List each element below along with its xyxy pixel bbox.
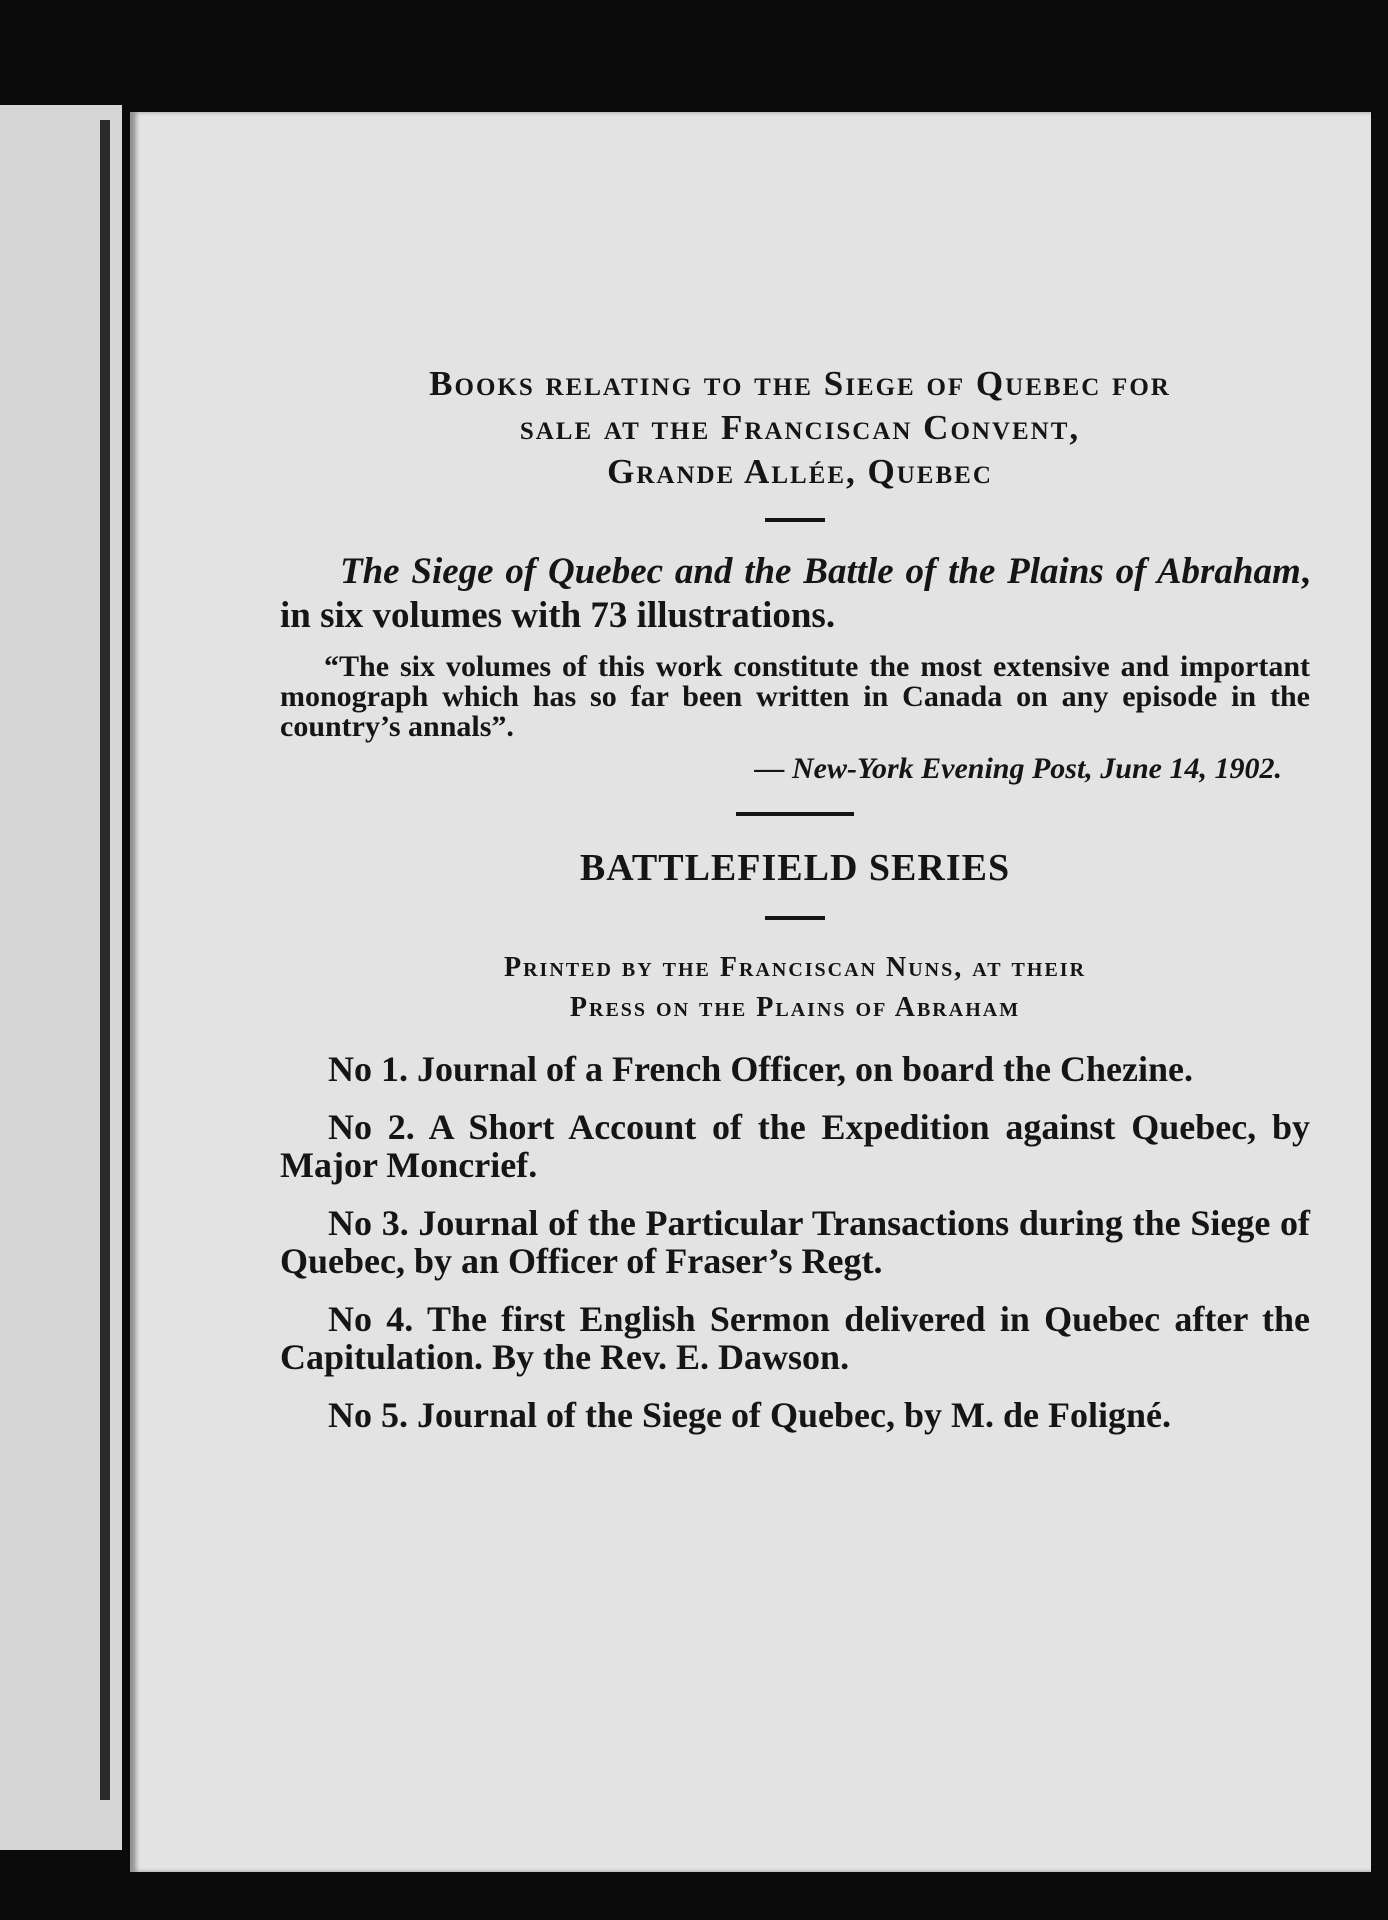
book-entry bbox=[280, 550, 1310, 638]
book-gutter bbox=[100, 120, 110, 1800]
review-quote: “The six volumes of this work constitute the most extensive and important monograph which has so far been written in Canada on any episode in the country’s annals”. bbox=[280, 650, 1310, 743]
page bbox=[130, 112, 1371, 1872]
printer-note-line-2: Press on the Plains of Abraham bbox=[569, 992, 1021, 1023]
divider-rule bbox=[765, 518, 825, 522]
series-item: No 2. A Short Account of the Expedition against Quebec, by Major Moncrief. bbox=[280, 1107, 1310, 1185]
series-item: No 1. Journal of a French Officer, on board the Chezine. bbox=[328, 1049, 1193, 1089]
page-heading bbox=[290, 362, 1310, 494]
divider-rule bbox=[765, 916, 825, 920]
heading-line-2: sale at the Franciscan Convent, bbox=[519, 408, 1081, 447]
series-item: No 5. Journal of the Siege of Quebec, by M. de Foligné. bbox=[328, 1395, 1171, 1435]
heading-line-3: Grande Allée, Quebec bbox=[607, 452, 993, 491]
series-title: BATTLEFIELD SERIES bbox=[579, 847, 1011, 889]
quote-attribution: — New-York Evening Post, June 14, 1902. bbox=[754, 752, 1282, 785]
book-description: , in six volumes with 73 illustrations. bbox=[280, 551, 1310, 636]
printer-note-line-1: Printed by the Franciscan Nuns, at their bbox=[503, 952, 1087, 983]
divider-rule bbox=[736, 812, 854, 816]
book-title: The Siege of Quebec and the Battle of the Plains of Abraham bbox=[340, 551, 1301, 592]
series-item: No 4. The first English Sermon delivered in Quebec after the Capitulation. By the Rev. E. Dawson. bbox=[280, 1299, 1310, 1377]
printer-note bbox=[280, 948, 1310, 1028]
series-item: No 3. Journal of the Particular Transactions during the Siege of Quebec, by an Officer of Fraser’s Regt. bbox=[280, 1203, 1310, 1281]
heading-line-1: Books relating to the Siege of Quebec for bbox=[429, 364, 1171, 403]
page-content bbox=[280, 362, 1310, 1454]
